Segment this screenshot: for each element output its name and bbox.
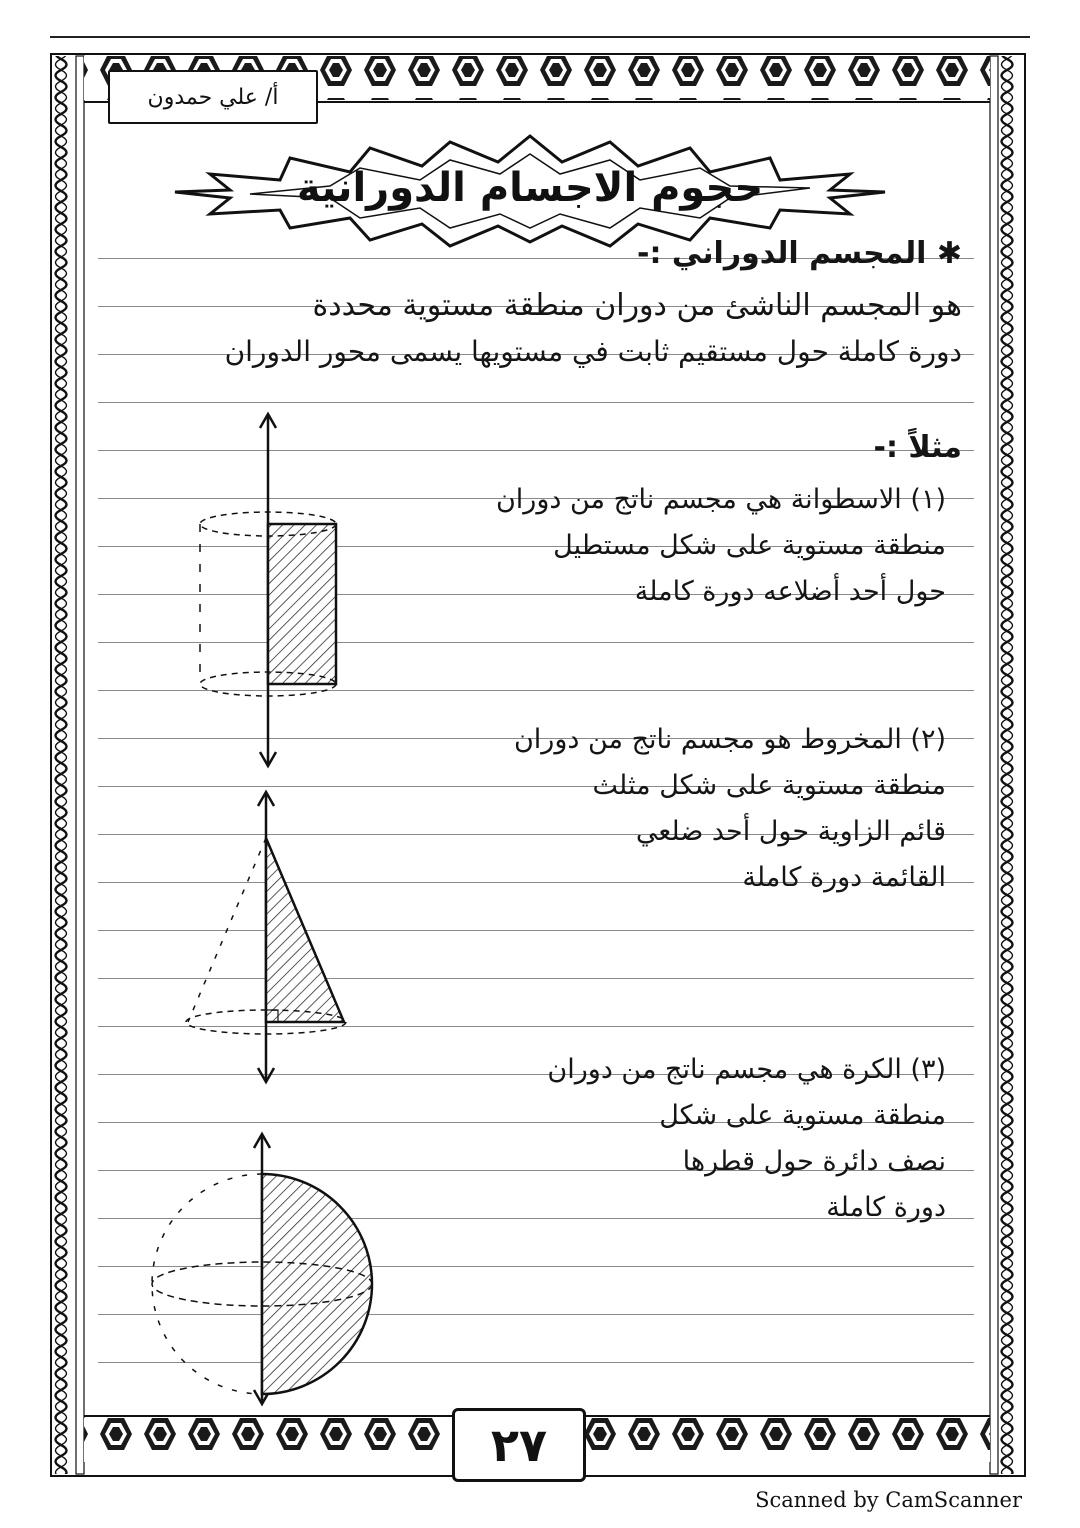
star-bullet-icon: ✱ [926, 236, 962, 271]
example-3-line-1: (٣) الكرة هي مجسم ناتج من دوران [547, 1054, 946, 1085]
example-1-line-2: منطقة مستوية على شكل مستطيل [553, 530, 946, 561]
scanner-watermark: Scanned by CamScanner [755, 1488, 1022, 1512]
example-3-line-3: نصف دائرة حول قطرها [682, 1146, 946, 1177]
example-2-line-1: (٢) المخروط هو مجسم ناتج من دوران [513, 724, 946, 755]
cylinder-figure [200, 414, 336, 766]
examples-heading: مثلاً :- [873, 430, 962, 465]
definition-heading: ✱ المجسم الدوراني :- [637, 236, 962, 271]
page-number: ٢٧ [452, 1408, 586, 1482]
figures [150, 408, 450, 1408]
title-banner [170, 128, 890, 248]
definition-line-1: هو المجسم الناشئ من دوران منطقة مستوية محددة [312, 288, 962, 323]
example-3-line-2: منطقة مستوية على شكل [659, 1100, 946, 1131]
page-title: حجوم الاجسام الدورانية [296, 165, 764, 211]
example-2-line-3: قائم الزاوية حول أحد ضلعي [635, 816, 946, 847]
example-1-line-3: حول أحد أضلاعه دورة كاملة [634, 576, 946, 607]
author-name-box: أ/ علي حمدون [108, 70, 318, 124]
example-3-line-4: دورة كاملة [826, 1192, 946, 1223]
example-2-line-4: القائمة دورة كاملة [742, 862, 946, 893]
sheet-top-edge [50, 36, 1030, 38]
notebook-page [50, 48, 1026, 1480]
example-2-line-2: منطقة مستوية على شكل مثلث [592, 770, 946, 801]
example-1-line-1: (١) الاسطوانة هي مجسم ناتج من دوران [495, 484, 946, 515]
ruled-line [98, 402, 974, 403]
cone-figure [186, 792, 346, 1082]
sphere-figure [152, 1134, 372, 1404]
definition-line-2: دورة كاملة حول مستقيم ثابت في مستويها يسمى محور الدوران [224, 335, 962, 368]
